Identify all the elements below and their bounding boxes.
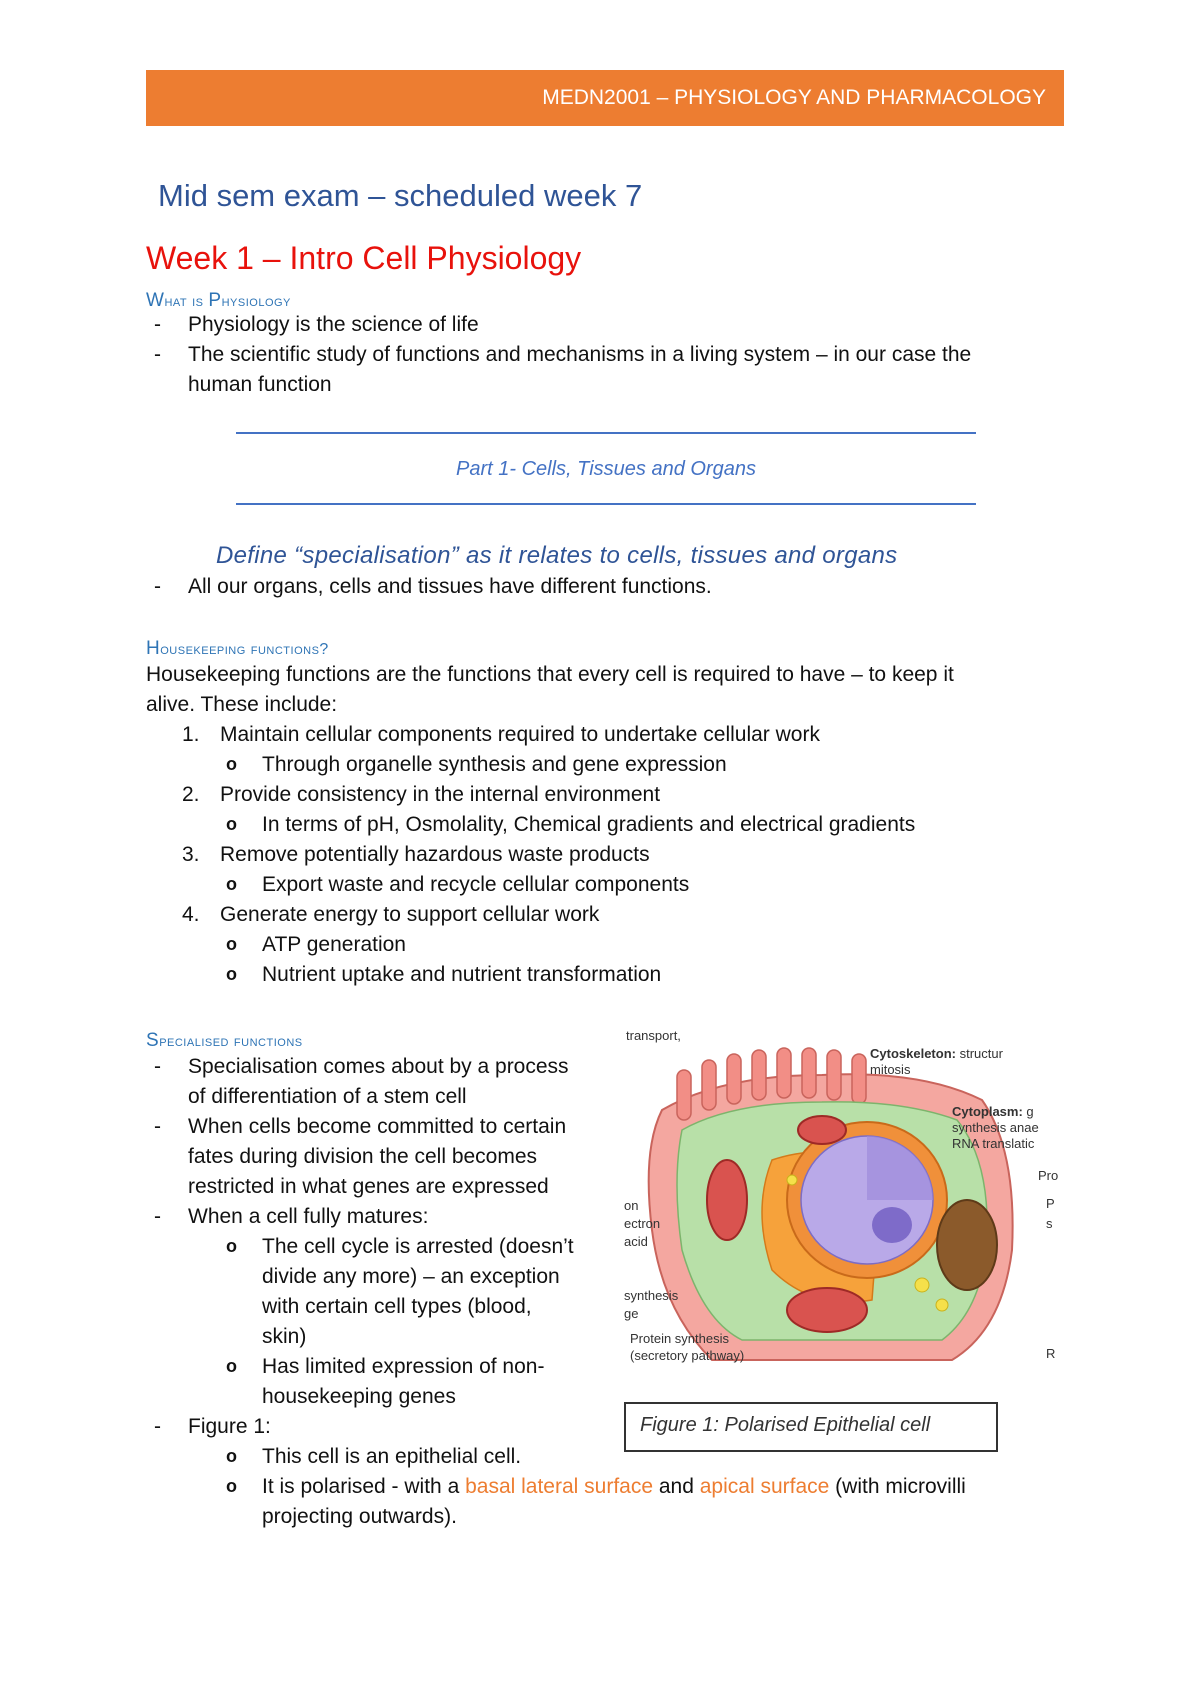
sub-item-continuation: divide any more) – an exception	[262, 1265, 560, 1288]
week-title: Week 1 – Intro Cell Physiology	[146, 240, 582, 276]
label-p: P	[1046, 1196, 1055, 1211]
label-mitosis: mitosis	[870, 1062, 911, 1077]
list-item-continuation: restricted in what genes are expressed	[188, 1175, 549, 1198]
list-item: - Physiology is the science of life	[146, 310, 971, 340]
sub-item: o Export waste and recycle cellular components	[146, 870, 915, 900]
divider-top	[236, 432, 976, 434]
figure-caption: Figure 1: Polarised Epithelial cell	[640, 1414, 931, 1436]
label-rna: RNA translatic	[952, 1136, 1035, 1151]
sub-item: o ATP generation	[146, 930, 915, 960]
label-s: s	[1046, 1216, 1053, 1231]
numbered-item: 4. Generate energy to support cellular work	[182, 903, 600, 926]
numbered-item: 3. Remove potentially hazardous waste products	[182, 843, 650, 866]
list-item: - Specialisation comes about by a process	[146, 1052, 966, 1082]
apical-highlight: apical surface	[699, 1475, 830, 1498]
basal-lateral-highlight: basal lateral surface	[465, 1475, 654, 1498]
label-ectron: ectron	[624, 1216, 661, 1231]
numbered-item: 2. Provide consistency in the internal environment	[182, 783, 661, 806]
housekeeping-paragraph	[146, 660, 954, 720]
label-r: R	[1046, 1346, 1056, 1361]
list-item: - When a cell fully matures:	[146, 1202, 966, 1232]
sub-item-continuation: skin)	[262, 1325, 307, 1348]
label-cytoskeleton: Cytoskeleton: structur	[870, 1046, 1003, 1061]
cell-illustration	[622, 1030, 1064, 1396]
label-secretory: (secretory pathway)	[630, 1348, 745, 1363]
sub-item: o Through organelle synthesis and gene expression	[146, 750, 915, 780]
list-item-continuation: of differentiation of a stem cell	[188, 1085, 467, 1108]
sub-item-continuation: with certain cell types (blood,	[262, 1295, 532, 1318]
list-item: - When cells become committed to certain	[146, 1112, 966, 1142]
list-item: - The scientific study of functions and mechanisms in a living system – in our case the	[146, 340, 971, 370]
part-title: Part 1- Cells, Tissues and Organs	[456, 458, 756, 480]
golgi-apparatus	[937, 1200, 997, 1290]
course-title: MEDN2001 – PHYSIOLOGY AND PHARMACOLOGY	[542, 86, 1046, 109]
exam-note: Mid sem exam – scheduled week 7	[158, 178, 643, 213]
numbered-item: 1. Maintain cellular components required to undertake cellular work	[182, 723, 820, 746]
what-is-list	[146, 310, 971, 400]
label-synthesis: synthesis	[624, 1288, 679, 1303]
sub-item: o In terms of pH, Osmolality, Chemical gradients and electrical gradients	[146, 810, 915, 840]
list-item-continuation: fates during division the cell becomes	[188, 1145, 538, 1168]
paragraph-line: Housekeeping functions are the functions that every cell is required to have – to keep it	[146, 663, 954, 686]
epithelial-cell-figure	[622, 1030, 1064, 1396]
sub-item-continuation: housekeeping genes	[262, 1385, 456, 1408]
nucleolus	[872, 1207, 912, 1243]
label-pro: Pro	[1038, 1168, 1059, 1183]
specialised-heading: Specialised functions	[146, 1030, 303, 1051]
label-on: on	[624, 1198, 639, 1213]
label-synthesis-anae: synthesis anae	[952, 1120, 1039, 1135]
label-acid: acid	[624, 1234, 648, 1249]
define-list	[146, 572, 712, 602]
divider-bottom	[236, 503, 976, 505]
housekeeping-list	[146, 720, 915, 990]
label-ge: ge	[624, 1306, 639, 1321]
sub-item-polarised: o It is polarised - with a basal lateral surface and apical surface (with microvilli	[146, 1472, 966, 1502]
label-transport: transport,	[626, 1030, 681, 1043]
header-bar	[146, 70, 1064, 126]
define-heading: Define “specialisation” as it relates to cells, tissues and organs	[216, 542, 898, 569]
sub-item: o This cell is an epithelial cell.	[146, 1442, 966, 1472]
list-item-continuation: human function	[188, 373, 332, 396]
sub-item: o Has limited expression of non-	[146, 1352, 966, 1382]
label-cytoplasm: Cytoplasm: g	[952, 1104, 1034, 1119]
paragraph-line: alive. These include:	[146, 693, 338, 716]
list-item: - Figure 1:	[146, 1412, 966, 1442]
figure-caption-box	[624, 1402, 998, 1452]
sub-item: o Nutrient uptake and nutrient transformation	[146, 960, 915, 990]
list-item: - All our organs, cells and tissues have different functions.	[146, 572, 712, 602]
sub-item: o The cell cycle is arrested (doesn’t	[146, 1232, 966, 1262]
what-is-physiology-heading: What is Physiology	[146, 290, 291, 311]
label-protein-synthesis: Protein synthesis	[630, 1331, 729, 1346]
sub-item-continuation: projecting outwards).	[262, 1505, 457, 1528]
housekeeping-heading: Housekeeping functions?	[146, 638, 329, 659]
